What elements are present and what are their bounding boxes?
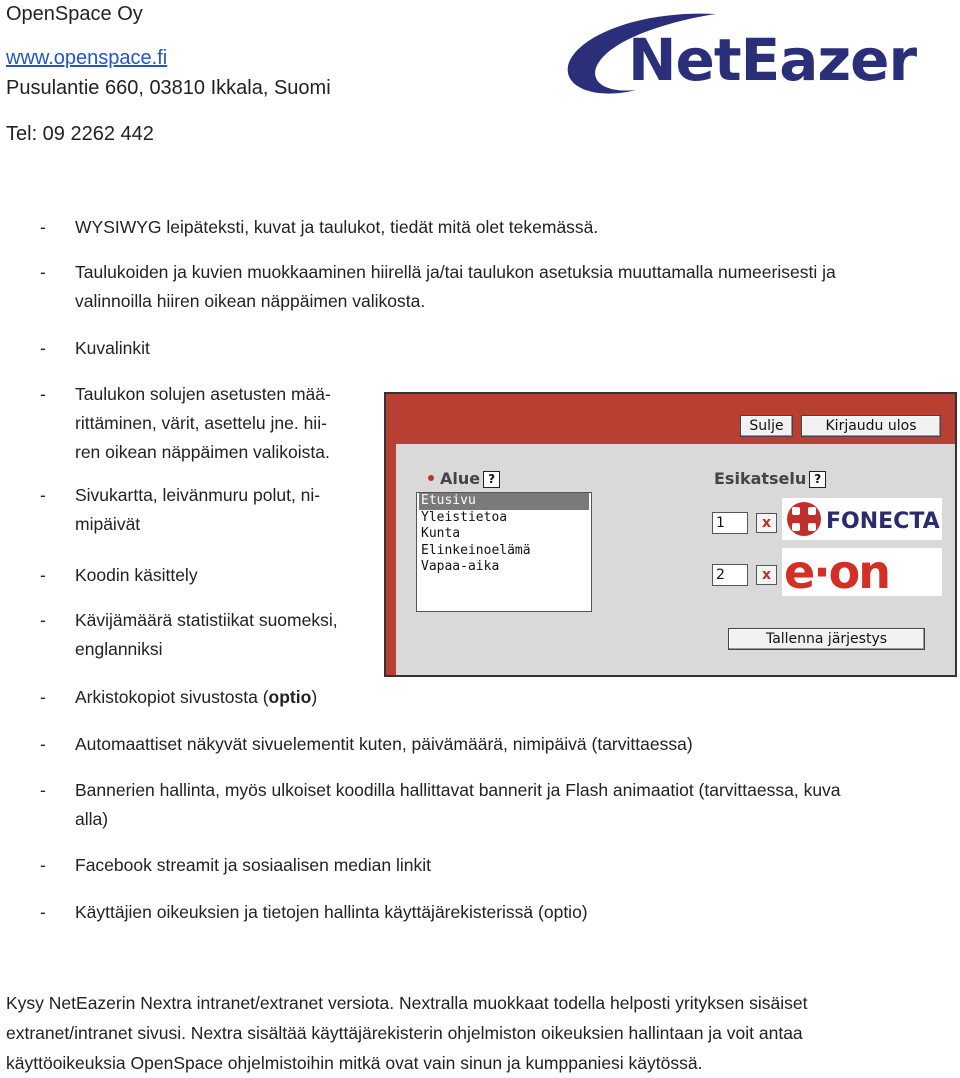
area-option[interactable]: Kunta <box>421 526 461 541</box>
list-dash: - <box>40 687 46 707</box>
footer-paragraph-line: käyttöoikeuksia OpenSpace ohjelmistoihin mitkä ovat vain sinun ja kumppaniesi käytössä. <box>6 1053 703 1073</box>
logout-button[interactable]: Kirjaudu ulos <box>801 415 941 437</box>
list-item-text: Kuvalinkit <box>75 338 150 358</box>
list-item-text-prefix: Arkistokopiot sivustosta ( <box>75 687 269 707</box>
website-link[interactable] <box>6 46 167 70</box>
list-dash: - <box>40 338 46 358</box>
list-dash: - <box>40 565 46 585</box>
preview-section-title <box>714 469 826 488</box>
list-item-text: ren oikean näppäimen valikoista. <box>75 442 330 462</box>
list-dash: - <box>40 734 46 754</box>
area-option[interactable]: Etusivu <box>419 493 589 510</box>
list-item-text: Automaattiset näkyvät sivuelementit kuten, päivämäärä, nimipäivä (tarvittaessa) <box>75 734 693 754</box>
list-item-text: Käyttäjien oikeuksien ja tietojen hallinta käyttäjärekisterissä (optio) <box>75 902 588 922</box>
list-item-text-suffix: ) <box>311 687 318 707</box>
save-order-button[interactable]: Tallenna järjestys <box>728 628 925 650</box>
footer-paragraph-line: extranet/intranet sivusi. Nextra sisältää käyttäjärekisterin ohjelmiston oikeuksien hallintaan ja voit antaa <box>6 1023 803 1043</box>
order-input-1[interactable]: 1 <box>712 512 748 534</box>
list-item-text: Koodin käsittely <box>75 565 198 585</box>
list-dash: - <box>40 855 46 875</box>
list-item-text: alla) <box>75 809 109 829</box>
list-item-text: Taulukon solujen asetusten mää- <box>75 384 331 404</box>
eon-logo-text: e·on <box>784 548 890 596</box>
list-item-text: WYSIWYG leipäteksti, kuvat ja taulukot, tiedät mitä olet tekemässä. <box>75 217 599 237</box>
remove-banner-button-2[interactable]: x <box>756 565 777 585</box>
preview-title-label: Esikatselu <box>714 469 807 488</box>
list-item-text: Kävijämäärä statistiikat suomeksi, <box>75 610 338 630</box>
list-item-text: valinnoilla hiiren oikean näppäimen valikosta. <box>75 291 426 311</box>
list-dash: - <box>40 384 46 404</box>
bullet-dot-icon <box>428 475 434 481</box>
list-dash: - <box>40 902 46 922</box>
list-item-text: Taulukoiden ja kuvien muokkaaminen hiirellä ja/tai taulukon asetuksia muuttamalla numeerisesti ja <box>75 262 836 282</box>
list-item-text: englanniksi <box>75 639 163 659</box>
remove-banner-button-1[interactable]: x <box>756 513 777 533</box>
list-dash: - <box>40 262 46 282</box>
fonecta-logo-text: FONECTA <box>826 509 940 534</box>
help-icon[interactable]: ? <box>483 471 500 488</box>
area-section-title <box>428 469 500 488</box>
logo-text: NetEazer <box>628 26 917 94</box>
list-item-text: Bannerien hallinta, myös ulkoiset koodilla hallittavat bannerit ja Flash animaatiot (tarvittaessa, kuva <box>75 780 841 800</box>
close-button[interactable]: Sulje <box>740 415 793 437</box>
website-link-text[interactable]: www.openspace.fi <box>6 47 168 69</box>
list-item-text-bold: optio <box>268 687 312 707</box>
company-name: OpenSpace Oy <box>6 3 143 25</box>
area-title-label: Alue <box>440 469 481 488</box>
list-item-text <box>75 683 317 712</box>
list-item-text: mipäivät <box>75 514 141 534</box>
list-dash: - <box>40 217 46 237</box>
order-input-2[interactable]: 2 <box>712 564 748 586</box>
address: Pusulantie 660, 03810 Ikkala, Suomi <box>6 77 331 99</box>
list-item-text: Facebook streamit ja sosiaalisen median linkit <box>75 855 431 875</box>
list-dash: - <box>40 485 46 505</box>
banner-admin-screenshot <box>384 392 957 677</box>
footer-paragraph-line: Kysy NetEazerin Nextra intranet/extranet versiota. Nextralla muokkaat todella helposti yrityksen sisäiset <box>6 993 808 1013</box>
fonecta-logo <box>782 498 942 540</box>
list-item-text: rittäminen, värit, asettelu jne. hii- <box>75 413 327 433</box>
panel-left-bar <box>386 444 396 677</box>
neteazer-logo-svg <box>566 8 946 108</box>
list-dash: - <box>40 780 46 800</box>
list-dash: - <box>40 610 46 630</box>
list-item-text: Sivukartta, leivänmuru polut, ni- <box>75 485 321 505</box>
area-option[interactable]: Vapaa-aika <box>421 559 500 574</box>
neteazer-logo <box>566 8 946 108</box>
area-option[interactable]: Yleistietoa <box>421 509 508 525</box>
area-option[interactable]: Elinkeinoelämä <box>421 542 531 558</box>
help-icon[interactable]: ? <box>809 471 826 488</box>
area-listbox[interactable] <box>416 492 592 612</box>
phone: Tel: 09 2262 442 <box>6 123 154 145</box>
eon-logo <box>782 548 942 596</box>
